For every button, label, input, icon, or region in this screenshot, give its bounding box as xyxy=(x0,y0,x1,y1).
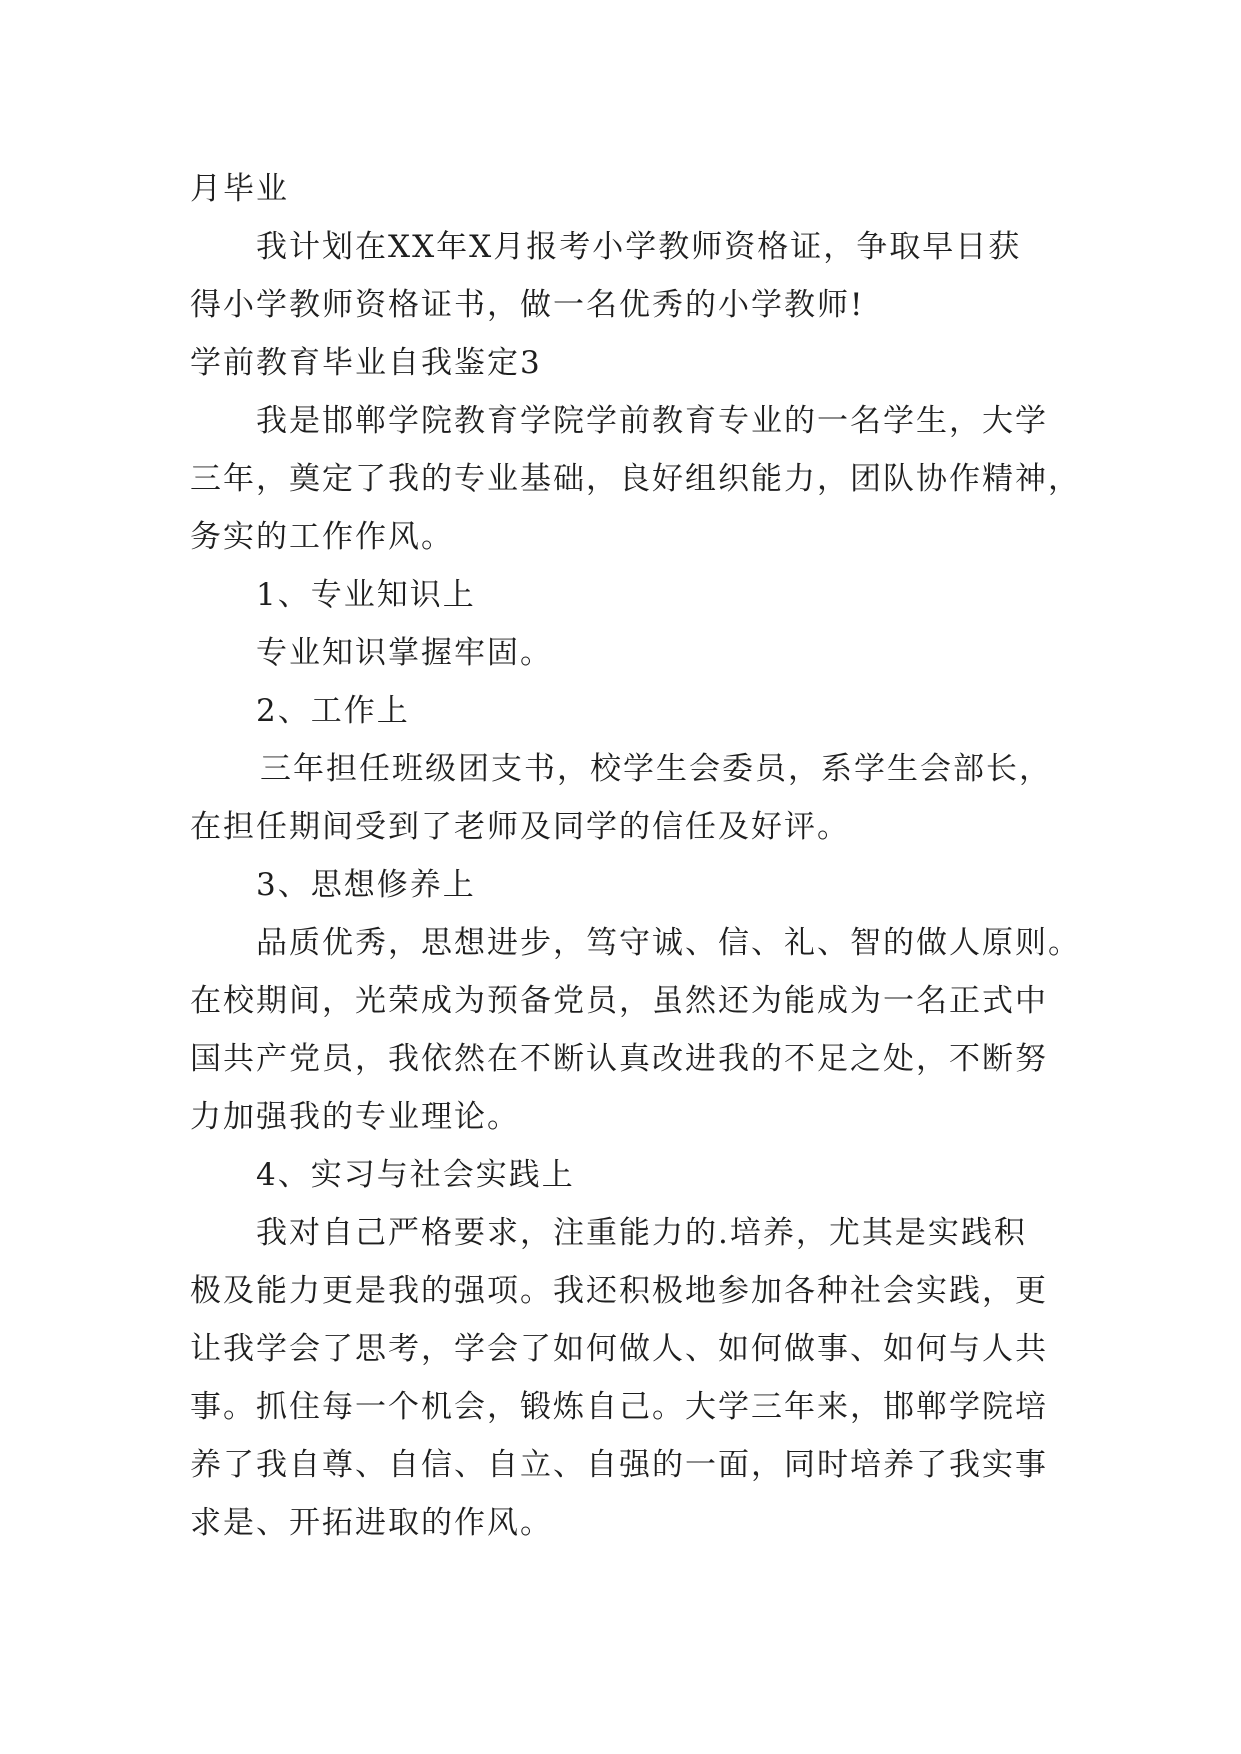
text-line: 我计划在XX年X月报考小学教师资格证，争取早日获 xyxy=(256,229,1022,265)
text-line: 国共产党员，我依然在不断认真改进我的不足之处，不断努 xyxy=(190,1041,1048,1077)
text-line: 月毕业 xyxy=(190,171,289,207)
text-line: 养了我自尊、自信、自立、自强的一面，同时培养了我实事 xyxy=(190,1447,1048,1483)
text-line: 力加强我的专业理论。 xyxy=(190,1099,520,1135)
text-line: 事。抓住每一个机会，锻炼自己。大学三年来，邯郸学院培 xyxy=(190,1389,1048,1425)
text-line: 专业知识掌握牢固。 xyxy=(256,635,553,671)
text-line: 让我学会了思考，学会了如何做人、如何做事、如何与人共 xyxy=(190,1331,1048,1367)
text-line: 在担任期间受到了老师及同学的信任及好评。 xyxy=(190,809,850,845)
text-line: 品质优秀，思想进步，笃守诚、信、礼、智的做人原则。 xyxy=(256,925,1081,961)
text-line: 我对自己严格要求，注重能力的.培养，尤其是实践积 xyxy=(256,1215,1027,1251)
text-line: 得小学教师资格证书，做一名优秀的小学教师! xyxy=(190,287,865,323)
text-line: 三年，奠定了我的专业基础，良好组织能力，团队协作精神， xyxy=(190,461,1081,497)
text-line: 三年担任班级团支书，校学生会委员，系学生会部长， xyxy=(260,751,1052,787)
text-line: 我是邯郸学院教育学院学前教育专业的一名学生，大学 xyxy=(256,403,1048,439)
document-body xyxy=(190,160,1081,1552)
text-line: 务实的工作作风。 xyxy=(190,519,454,555)
text-line: 在校期间，光荣成为预备党员，虽然还为能成为一名正式中 xyxy=(190,983,1048,1019)
section-heading: 学前教育毕业自我鉴定3 xyxy=(190,345,542,381)
text-line: 求是、开拓进取的作风。 xyxy=(190,1505,553,1541)
subsection-heading: 4、实习与社会实践上 xyxy=(256,1157,575,1193)
subsection-heading: 2、工作上 xyxy=(256,693,410,729)
text-line: 极及能力更是我的强项。我还积极地参加各种社会实践，更 xyxy=(190,1273,1048,1309)
subsection-heading: 1、专业知识上 xyxy=(256,577,476,613)
subsection-heading: 3、思想修养上 xyxy=(256,867,476,903)
